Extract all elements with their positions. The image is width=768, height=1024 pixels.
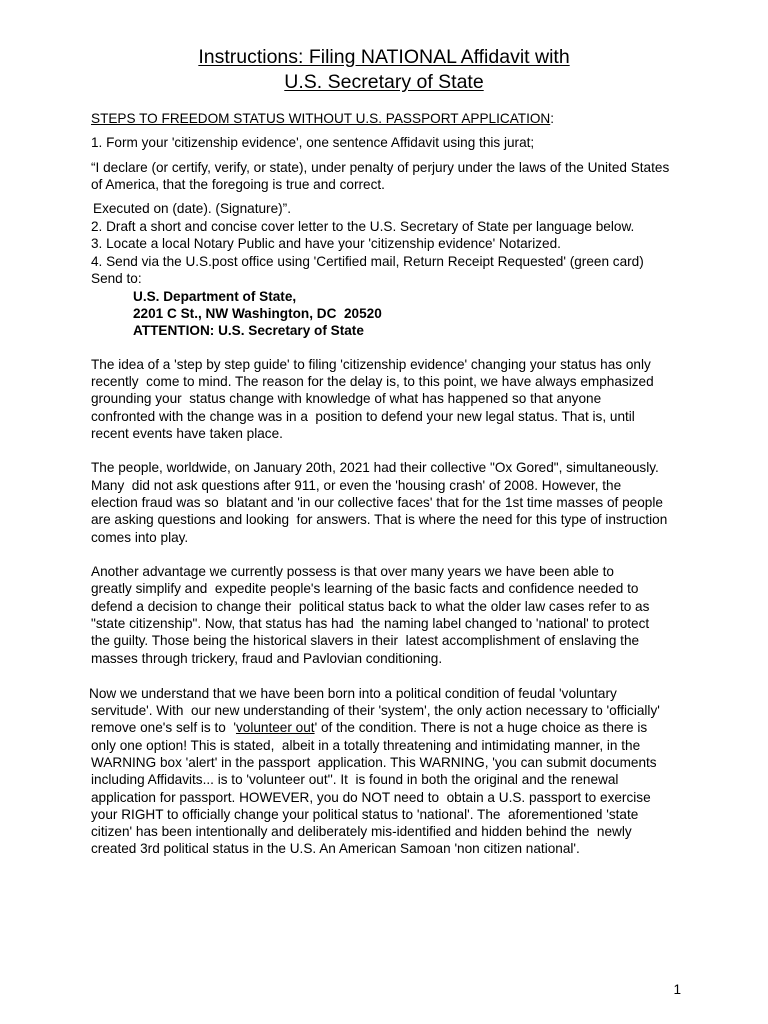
paragraph-4-line [91,719,647,736]
paragraph-2-line: are asking questions and looking for answers. That is where the need for this type of instruction [91,512,668,527]
paragraph-2-line: The people, worldwide, on January 20th, 2021 had their collective "Ox Gored", simultaneously. [91,460,659,475]
paragraph-2-line: election fraud was so blatant and 'in our collective faces' that for the 1st time masses of people [91,495,663,510]
document-title-line-2: U.S. Secretary of State [284,71,484,93]
step-3: 3. Locate a local Notary Public and have your 'citizenship evidence' Notarized. [91,236,561,251]
paragraph-3-line: the guilty. Those being the historical slavers in their latest accomplishment of enslaving the [91,633,640,648]
executed-line: Executed on (date). (Signature)”. [93,201,291,216]
paragraph-3-line: defend a decision to change their political status back to what the older law cases refer to as [91,599,650,614]
paragraph-4-line: Now we understand that we have been born into a political condition of feudal 'voluntary [89,686,617,701]
steps-heading [91,110,554,127]
paragraph-4-line: WARNING box 'alert' in the passport application. This WARNING, 'you can submit documents [91,755,657,770]
paragraph-4-text: remove one's self is to ' [91,720,236,735]
paragraph-1-line: recently come to mind. The reason for the delay is, to this point, we have always emphasized [91,374,654,389]
step-1: 1. Form your 'citizenship evidence', one sentence Affidavit using this jurat; [91,135,535,150]
paragraph-4-text: ' of the condition. There is not a huge choice as there is [314,720,648,735]
paragraph-3-line: Another advantage we currently possess is that over many years we have been able to [91,564,614,579]
paragraph-4-line: including Affidavits... is to 'volunteer out''. It is found in both the original and the renewal [91,772,619,787]
paragraph-2-line: Many did not ask questions after 911, or even the 'housing crash' of 2008. However, the [91,478,622,493]
paragraph-1-line: recent events have taken place. [91,426,283,441]
jurat-line: “I declare (or certify, verify, or state), under penalty of perjury under the laws of the United States [91,160,670,175]
jurat-line: of America, that the foregoing is true and correct. [91,177,385,192]
paragraph-4-line: citizen' has been intentionally and deliberately mis-identified and hidden behind the newly [91,824,632,839]
paragraph-4-line: only one option! This is stated, albeit in a totally threatening and intimidating manner, in the [91,738,641,753]
step-2: 2. Draft a short and concise cover letter to the U.S. Secretary of State per language below. [91,219,635,234]
paragraph-3-line: masses through trickery, fraud and Pavlovian conditioning. [91,651,443,666]
paragraph-1-line: confronted with the change was in a position to defend your new legal status. That is, until [91,409,635,424]
paragraph-2-line: comes into play. [91,530,189,545]
address-line: ATTENTION: U.S. Secretary of State [133,323,364,338]
page-number: 1 [673,982,681,997]
paragraph-4-line: created 3rd political status in the U.S. An American Samoan 'non citizen national'. [91,841,580,856]
address-line: U.S. Department of State, [133,289,297,304]
paragraph-4-line: application for passport. HOWEVER, you do NOT need to obtain a U.S. passport to exercise [91,790,651,805]
paragraph-4-line: your RIGHT to officially change your political status to 'national'. The aforementioned 'state [91,807,639,822]
send-to-label: Send to: [91,271,142,286]
volunteer-out-underlined: volunteer out [235,720,315,735]
paragraph-1-line: grounding your status change with knowledge of what has happened so that anyone [91,391,602,406]
paragraph-1-line: The idea of a 'step by step guide' to filing 'citizenship evidence' changing your status has only [91,357,651,372]
paragraph-3-line: "state citizenship". Now, that status has had the naming label changed to 'national' to protect [91,616,650,631]
steps-heading-colon: : [550,111,555,126]
paragraph-4-line: servitude'. With our new understanding of their 'system', the only action necessary to 'officially' [91,703,660,718]
steps-heading-text: STEPS TO FREEDOM STATUS WITHOUT U.S. PASSPORT APPLICATION [91,111,551,126]
paragraph-3-line: greatly simplify and expedite people's learning of the basic facts and confidence needed to [91,581,639,596]
address-line: 2201 C St., NW Washington, DC 20520 [133,306,382,321]
document-title-line-1: Instructions: Filing NATIONAL Affidavit with [198,46,570,68]
step-4: 4. Send via the U.S.post office using 'Certified mail, Return Receipt Requested' (green card) [91,254,644,269]
